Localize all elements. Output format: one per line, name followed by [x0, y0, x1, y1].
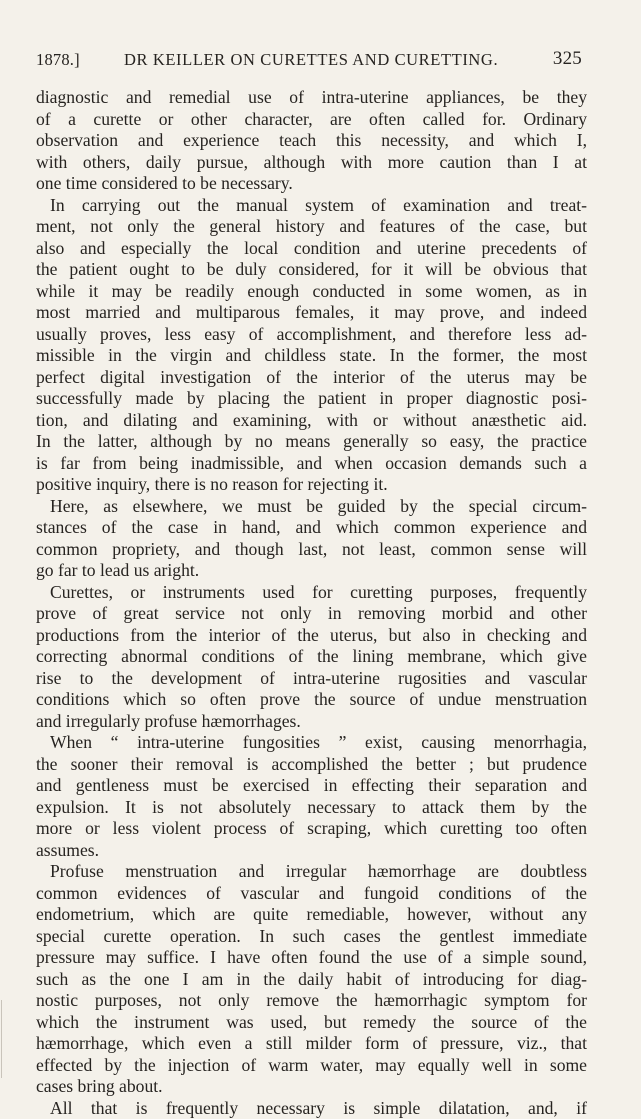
- text-line: Curettes, or instruments used for curetting purposes, frequently: [36, 582, 587, 604]
- text-line: nostic purposes, not only remove the hæmorrhagic symptom for: [36, 990, 587, 1012]
- text-line: more or less violent process of scraping, which curetting too often: [36, 818, 587, 840]
- text-line: In carrying out the manual system of examination and treat-: [36, 195, 587, 217]
- text-line: hæmorrhage, which even a still milder form of pressure, viz., that: [36, 1033, 587, 1055]
- text-line: tion, and dilating and examining, with or without anæsthetic aid.: [36, 410, 587, 432]
- text-line: common evidences of vascular and fungoid conditions of the: [36, 883, 587, 905]
- text-line: and irregularly profuse hæmorrhages.: [36, 711, 587, 733]
- text-line: expulsion. It is not absolutely necessary to attack them by the: [36, 797, 587, 819]
- text-line: of a curette or other character, are often called for. Ordinary: [36, 109, 587, 131]
- text-line: assumes.: [36, 840, 587, 862]
- text-line: usually proves, less easy of accomplishment, and therefore less ad-: [36, 324, 587, 346]
- text-line: which the instrument was used, but remedy the source of the: [36, 1012, 587, 1034]
- text-line: such as the one I am in the daily habit of introducing for diag-: [36, 969, 587, 991]
- text-line: In the latter, although by no means generally so easy, the practice: [36, 431, 587, 453]
- text-line: correcting abnormal conditions of the lining membrane, which give: [36, 646, 587, 668]
- text-line: cases bring about.: [36, 1076, 587, 1098]
- text-line: effected by the injection of warm water, may equally well in some: [36, 1055, 587, 1077]
- text-line: one time considered to be necessary.: [36, 173, 587, 195]
- text-line: conditions which so often prove the source of undue menstruation: [36, 689, 587, 711]
- text-line: pressure may suffice. I have often found the use of a simple sound,: [36, 947, 587, 969]
- text-line: diagnostic and remedial use of intra-uterine appliances, be they: [36, 87, 587, 109]
- text-line: rise to the development of intra-uterine rugosities and vascular: [36, 668, 587, 690]
- text-line: special curette operation. In such cases the gentlest immediate: [36, 926, 587, 948]
- running-head-year: 1878.]: [36, 50, 80, 70]
- text-line: Here, as elsewhere, we must be guided by the special circum-: [36, 496, 587, 518]
- text-line: go far to lead us aright.: [36, 560, 587, 582]
- text-line: the patient ought to be duly considered, for it will be obvious that: [36, 259, 587, 281]
- text-line: When “ intra-uterine fungosities ” exist, causing menorrhagia,: [36, 732, 587, 754]
- text-line: common propriety, and though last, not least, common sense will: [36, 539, 587, 561]
- page-number: 325: [553, 48, 582, 70]
- text-line: observation and experience teach this necessity, and which I,: [36, 130, 587, 152]
- text-line: with others, daily pursue, although with more caution than I at: [36, 152, 587, 174]
- running-head-title: DR KEILLER ON CURETTES AND CURETTING.: [124, 50, 498, 70]
- text-line: is far from being inadmissible, and when occasion demands such a: [36, 453, 587, 475]
- text-line: successfully made by placing the patient in proper diagnostic posi-: [36, 388, 587, 410]
- text-line: Profuse menstruation and irregular hæmorrhage are doubtless: [36, 861, 587, 883]
- text-line: stances of the case in hand, and which common experience and: [36, 517, 587, 539]
- page-edge-mark: [1, 1000, 2, 1078]
- text-line: All that is frequently necessary is simple dilatation, and, if: [36, 1098, 587, 1119]
- body-text: [36, 87, 587, 1119]
- text-line: and gentleness must be exercised in effecting their separation and: [36, 775, 587, 797]
- text-line: positive inquiry, there is no reason for rejecting it.: [36, 474, 587, 496]
- running-head: [36, 50, 582, 72]
- text-line: the sooner their removal is accomplished the better ; but prudence: [36, 754, 587, 776]
- text-line: prove of great service not only in removing morbid and other: [36, 603, 587, 625]
- text-line: endometrium, which are quite remediable, however, without any: [36, 904, 587, 926]
- text-line: also and especially the local condition and uterine precedents of: [36, 238, 587, 260]
- text-line: missible in the virgin and childless state. In the former, the most: [36, 345, 587, 367]
- text-line: ment, not only the general history and features of the case, but: [36, 216, 587, 238]
- text-line: most married and multiparous females, it may prove, and indeed: [36, 302, 587, 324]
- text-line: while it may be readily enough conducted in some women, as in: [36, 281, 587, 303]
- text-line: productions from the interior of the uterus, but also in checking and: [36, 625, 587, 647]
- text-line: perfect digital investigation of the interior of the uterus may be: [36, 367, 587, 389]
